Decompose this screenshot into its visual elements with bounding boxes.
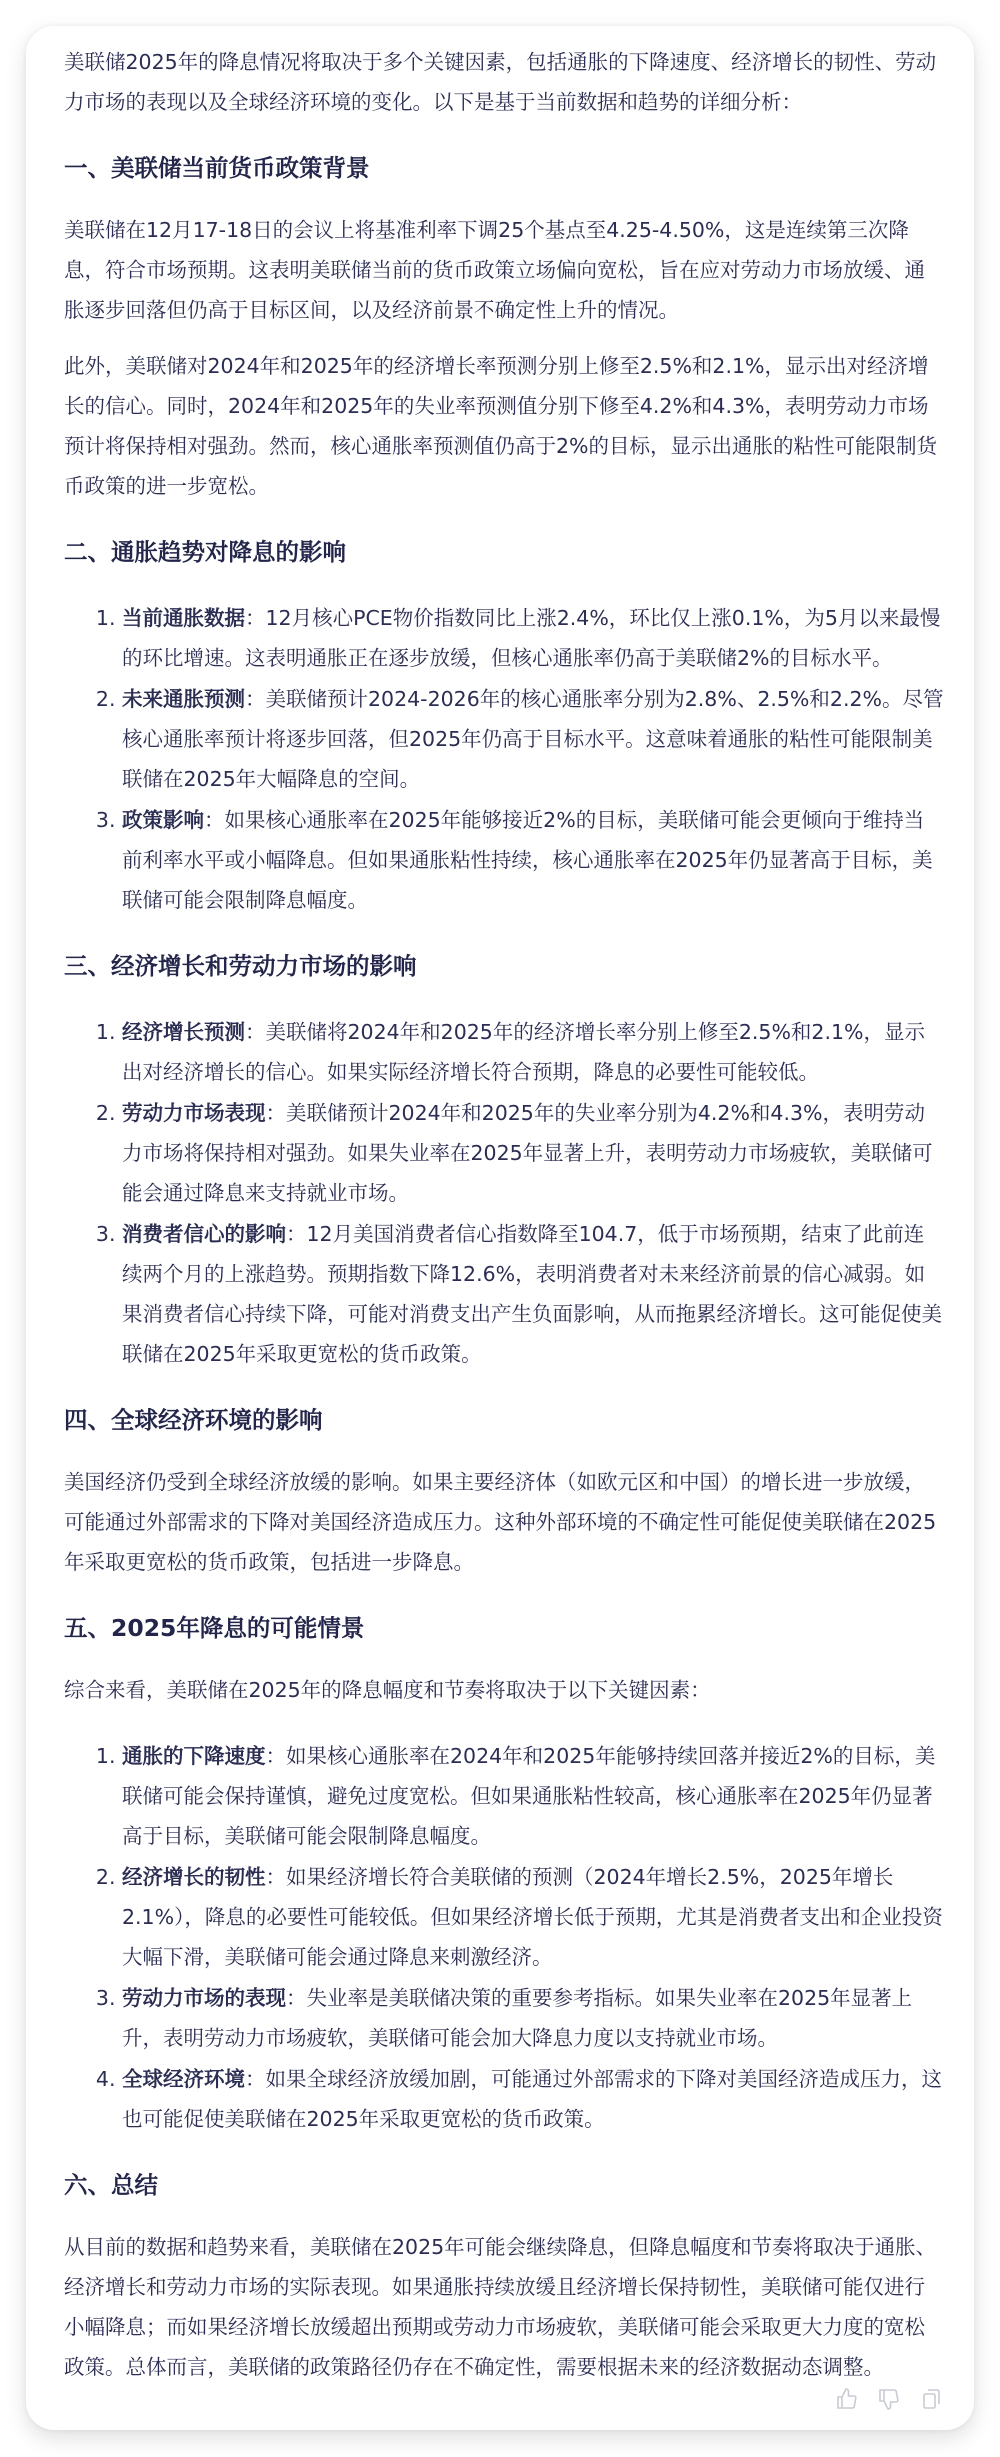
item-label: 未来通胀预测 [122, 687, 245, 711]
list-item [122, 2059, 944, 2139]
item-text: ：如果全球经济放缓加剧，可能通过外部需求的下降对美国经济造成压力，这也可能促使美联储在2025年采取更宽松的货币政策。 [122, 2067, 942, 2131]
paragraph: 美联储在12月17-18日的会议上将基准利率下调25个基点至4.25-4.50%，这是连续第三次降息，符合市场预期。这表明美联储当前的货币政策立场偏向宽松，旨在应对劳动力市场放缓、通胀逐步回落但仍高于目标区间，以及经济前景不确定性上升的情况。 [64, 218, 925, 322]
item-label: 经济增长预测 [122, 1020, 245, 1044]
item-text: ：美联储预计2024年和2025年的失业率分别为4.2%和4.3%，表明劳动力市场将保持相对强劲。如果失业率在2025年显著上升，表明劳动力市场疲软，美联储可能会通过降息来支持就业市场。 [122, 1101, 933, 1205]
item-text: ：美联储将2024年和2025年的经济增长率分别上修至2.5%和2.1%，显示出对经济增长的信心。如果实际经济增长符合预期，降息的必要性可能较低。 [122, 1020, 926, 1084]
item-label: 劳动力市场的表现 [122, 1986, 286, 2010]
section-heading: 三、经济增长和劳动力市场的影响 [64, 952, 417, 980]
list-item [122, 679, 944, 799]
item-label: 全球经济环境 [122, 2067, 245, 2091]
paragraph: 综合来看，美联储在2025年的降息幅度和节奏将取决于以下关键因素： [64, 1678, 711, 1702]
answer-content [64, 42, 944, 2387]
item-text: ：如果经济增长符合美联储的预测（2024年增长2.5%，2025年增长2.1%），降息的必要性可能较低。但如果经济增长低于预期，尤其是消费者支出和企业投资大幅下滑，美联储可能会通过降息来刺激经济。 [122, 1865, 943, 1969]
list-item [122, 1214, 944, 1374]
item-label: 消费者信心的影响 [122, 1222, 286, 1246]
section-heading: 六、总结 [64, 2171, 158, 2199]
item-label: 政策影响 [122, 808, 204, 832]
item-label: 劳动力市场表现 [122, 1101, 266, 1125]
list-item [122, 1857, 944, 1977]
paragraph: 从目前的数据和趋势来看，美联储在2025年可能会继续降息，但降息幅度和节奏将取决于通胀、经济增长和劳动力市场的实际表现。如果通胀持续放缓且经济增长保持韧性，美联储可能仅进行小幅降息；而如果经济增长放缓超出预期或劳动力市场疲软，美联储可能会采取更大力度的宽松政策。总体而言，美联储的政策路径仍存在不确定性，需要根据未来的经济数据动态调整。 [64, 2235, 937, 2379]
list-item [122, 598, 944, 678]
intro-paragraph: 美联储2025年的降息情况将取决于多个关键因素，包括通胀的下降速度、经济增长的韧性、劳动力市场的表现以及全球经济环境的变化。以下是基于当前数据和趋势的详细分析： [64, 50, 937, 114]
item-text: ：如果核心通胀率在2025年能够接近2%的目标，美联储可能会更倾向于维持当前利率水平或小幅降息。但如果通胀粘性持续，核心通胀率在2025年仍显著高于目标，美联储可能会限制降息幅度。 [122, 808, 933, 912]
message-actions [834, 2386, 944, 2412]
numbered-list [64, 598, 944, 920]
list-item [122, 1012, 944, 1092]
section-heading: 四、全球经济环境的影响 [64, 1406, 323, 1434]
item-label: 经济增长的韧性 [122, 1865, 266, 1889]
item-label: 通胀的下降速度 [122, 1744, 266, 1768]
numbered-list [64, 1736, 944, 2139]
list-item [122, 1736, 944, 1856]
item-text: ：12月核心PCE物价指数同比上涨2.4%，环比仅上涨0.1%，为5月以来最慢的环比增速。这表明通胀正在逐步放缓，但核心通胀率仍高于美联储2%的目标水平。 [122, 606, 941, 670]
thumbs-up-icon[interactable] [834, 2386, 860, 2412]
list-item [122, 1978, 944, 2058]
section-heading: 二、通胀趋势对降息的影响 [64, 538, 346, 566]
list-item [122, 1093, 944, 1213]
item-text: ：如果核心通胀率在2024年和2025年能够持续回落并接近2%的目标，美联储可能会保持谨慎，避免过度宽松。但如果通胀粘性较高，核心通胀率在2025年仍显著高于目标，美联储可能会限制降息幅度。 [122, 1744, 936, 1848]
item-label: 当前通胀数据 [122, 606, 245, 630]
thumbs-down-icon[interactable] [876, 2386, 902, 2412]
section-heading: 五、2025年降息的可能情景 [64, 1614, 365, 1642]
item-text: ：美联储预计2024-2026年的核心通胀率分别为2.8%、2.5%和2.2%。尽管核心通胀率预计将逐步回落，但2025年仍高于目标水平。这意味着通胀的粘性可能限制美联储在2025年大幅降息的空间。 [122, 687, 944, 791]
paragraph: 美国经济仍受到全球经济放缓的影响。如果主要经济体（如欧元区和中国）的增长进一步放缓，可能通过外部需求的下降对美国经济造成压力。这种外部环境的不确定性可能促使美联储在2025年采取更宽松的货币政策，包括进一步降息。 [64, 1470, 937, 1574]
answer-card [26, 26, 974, 2430]
copy-icon[interactable] [918, 2386, 944, 2412]
list-item [122, 800, 944, 920]
item-text: ：12月美国消费者信心指数降至104.7，低于市场预期，结束了此前连续两个月的上涨趋势。预期指数下降12.6%，表明消费者对未来经济前景的信心减弱。如果消费者信心持续下降，可能对消费支出产生负面影响，从而拖累经济增长。这可能促使美联储在2025年采取更宽松的货币政策。 [122, 1222, 942, 1366]
section-heading: 一、美联储当前货币政策背景 [64, 154, 370, 182]
paragraph: 此外，美联储对2024年和2025年的经济增长率预测分别上修至2.5%和2.1%，显示出对经济增长的信心。同时，2024年和2025年的失业率预测值分别下修至4.2%和4.3%，表明劳动力市场预计将保持相对强劲。然而，核心通胀率预测值仍高于2%的目标，显示出通胀的粘性可能限制货币政策的进一步宽松。 [64, 354, 938, 498]
item-text: ：失业率是美联储决策的重要参考指标。如果失业率在2025年显著上升，表明劳动力市场疲软，美联储可能会加大降息力度以支持就业市场。 [122, 1986, 913, 2050]
numbered-list [64, 1012, 944, 1374]
